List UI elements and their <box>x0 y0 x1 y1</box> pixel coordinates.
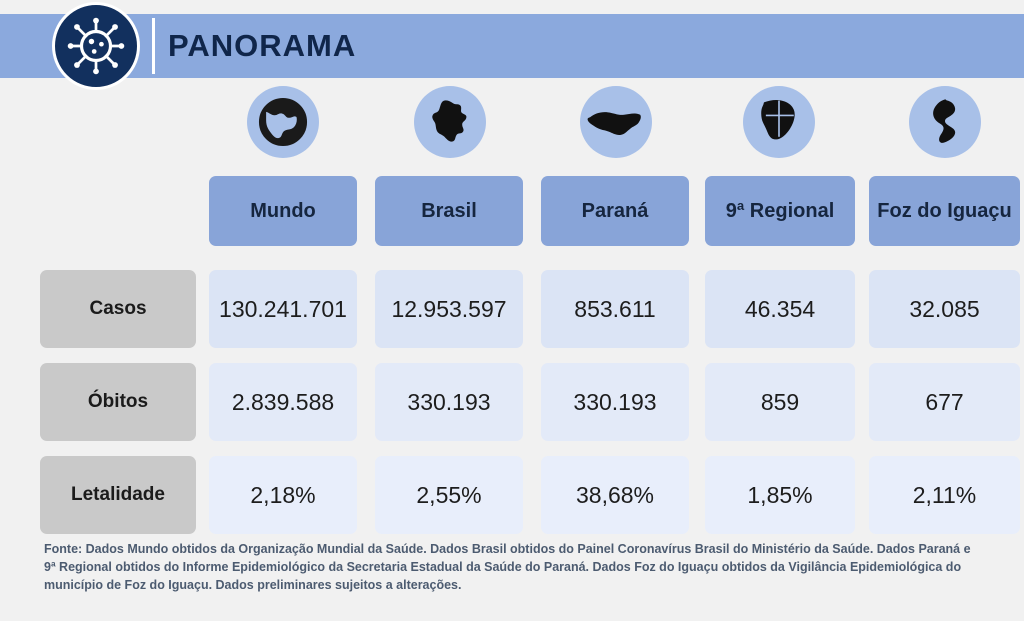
cell-obitos-9a-regional: 859 <box>705 363 855 441</box>
page-title: PANORAMA <box>168 28 357 63</box>
brazil-map-icon <box>414 86 486 158</box>
column-header-foz-do-iguacu: Foz do Iguaçu <box>869 176 1020 246</box>
cell-casos-mundo: 130.241.701 <box>209 270 357 348</box>
source-note-line1-b: obtidos da Organização Mundial da Saúde. <box>168 542 431 556</box>
cell-letalidade-parana: 38,68% <box>541 456 689 534</box>
parana-map-icon <box>580 86 652 158</box>
column-headers-row <box>0 176 1024 246</box>
source-note-line1-d: obtidos do Painel Coronavírus Brasil do Ministério da Saúde. <box>506 542 877 556</box>
column-icons-row <box>0 86 1024 170</box>
source-note-line1-c: Dados Brasil <box>430 542 507 556</box>
source-note-line2-b: obtidos do Informe Epidemiológico da Secretaria Estadual da Saúde do Paraná. <box>111 560 593 575</box>
cell-casos-foz-do-iguacu: 32.085 <box>869 270 1020 348</box>
row-label-letalidade: Letalidade <box>40 456 196 534</box>
header-divider <box>152 18 155 74</box>
source-note <box>44 540 996 594</box>
cell-letalidade-foz-do-iguacu: 2,11% <box>869 456 1020 534</box>
cell-casos-9a-regional: 46.354 <box>705 270 855 348</box>
virus-icon <box>52 2 140 90</box>
regional-map-icon <box>743 86 815 158</box>
row-label-casos: Casos <box>40 270 196 348</box>
cell-letalidade-9a-regional: 1,85% <box>705 456 855 534</box>
cell-letalidade-brasil: 2,55% <box>375 456 523 534</box>
foz-do-iguacu-map-icon <box>909 86 981 158</box>
cell-obitos-mundo: 2.839.588 <box>209 363 357 441</box>
cell-obitos-brasil: 330.193 <box>375 363 523 441</box>
cell-casos-parana: 853.611 <box>541 270 689 348</box>
row-label-obitos: Óbitos <box>40 363 196 441</box>
cell-obitos-parana: 330.193 <box>541 363 689 441</box>
column-header-mundo: Mundo <box>209 176 357 246</box>
source-note-line2-c: Dados Foz do Iguaçu <box>592 560 719 575</box>
source-note-line2-a: 9ª Regional <box>44 560 112 575</box>
cell-obitos-foz-do-iguacu: 677 <box>869 363 1020 441</box>
globe-icon <box>247 86 319 158</box>
source-note-line1-e: Dados Paraná e <box>876 542 971 556</box>
source-note-line2-d: obtidos da Vigilância Epidemiológica do <box>718 560 962 575</box>
cell-casos-brasil: 12.953.597 <box>375 270 523 348</box>
source-note-line1-a: Fonte: Dados Mundo <box>44 542 169 556</box>
column-header-parana: Paraná <box>541 176 689 246</box>
header-band <box>0 14 1024 78</box>
source-note-line3: município de Foz do Iguaçu. Dados preliminares sujeitos a alterações. <box>44 578 462 593</box>
column-header-brasil: Brasil <box>375 176 523 246</box>
column-header-9a-regional: 9ª Regional <box>705 176 855 246</box>
cell-letalidade-mundo: 2,18% <box>209 456 357 534</box>
